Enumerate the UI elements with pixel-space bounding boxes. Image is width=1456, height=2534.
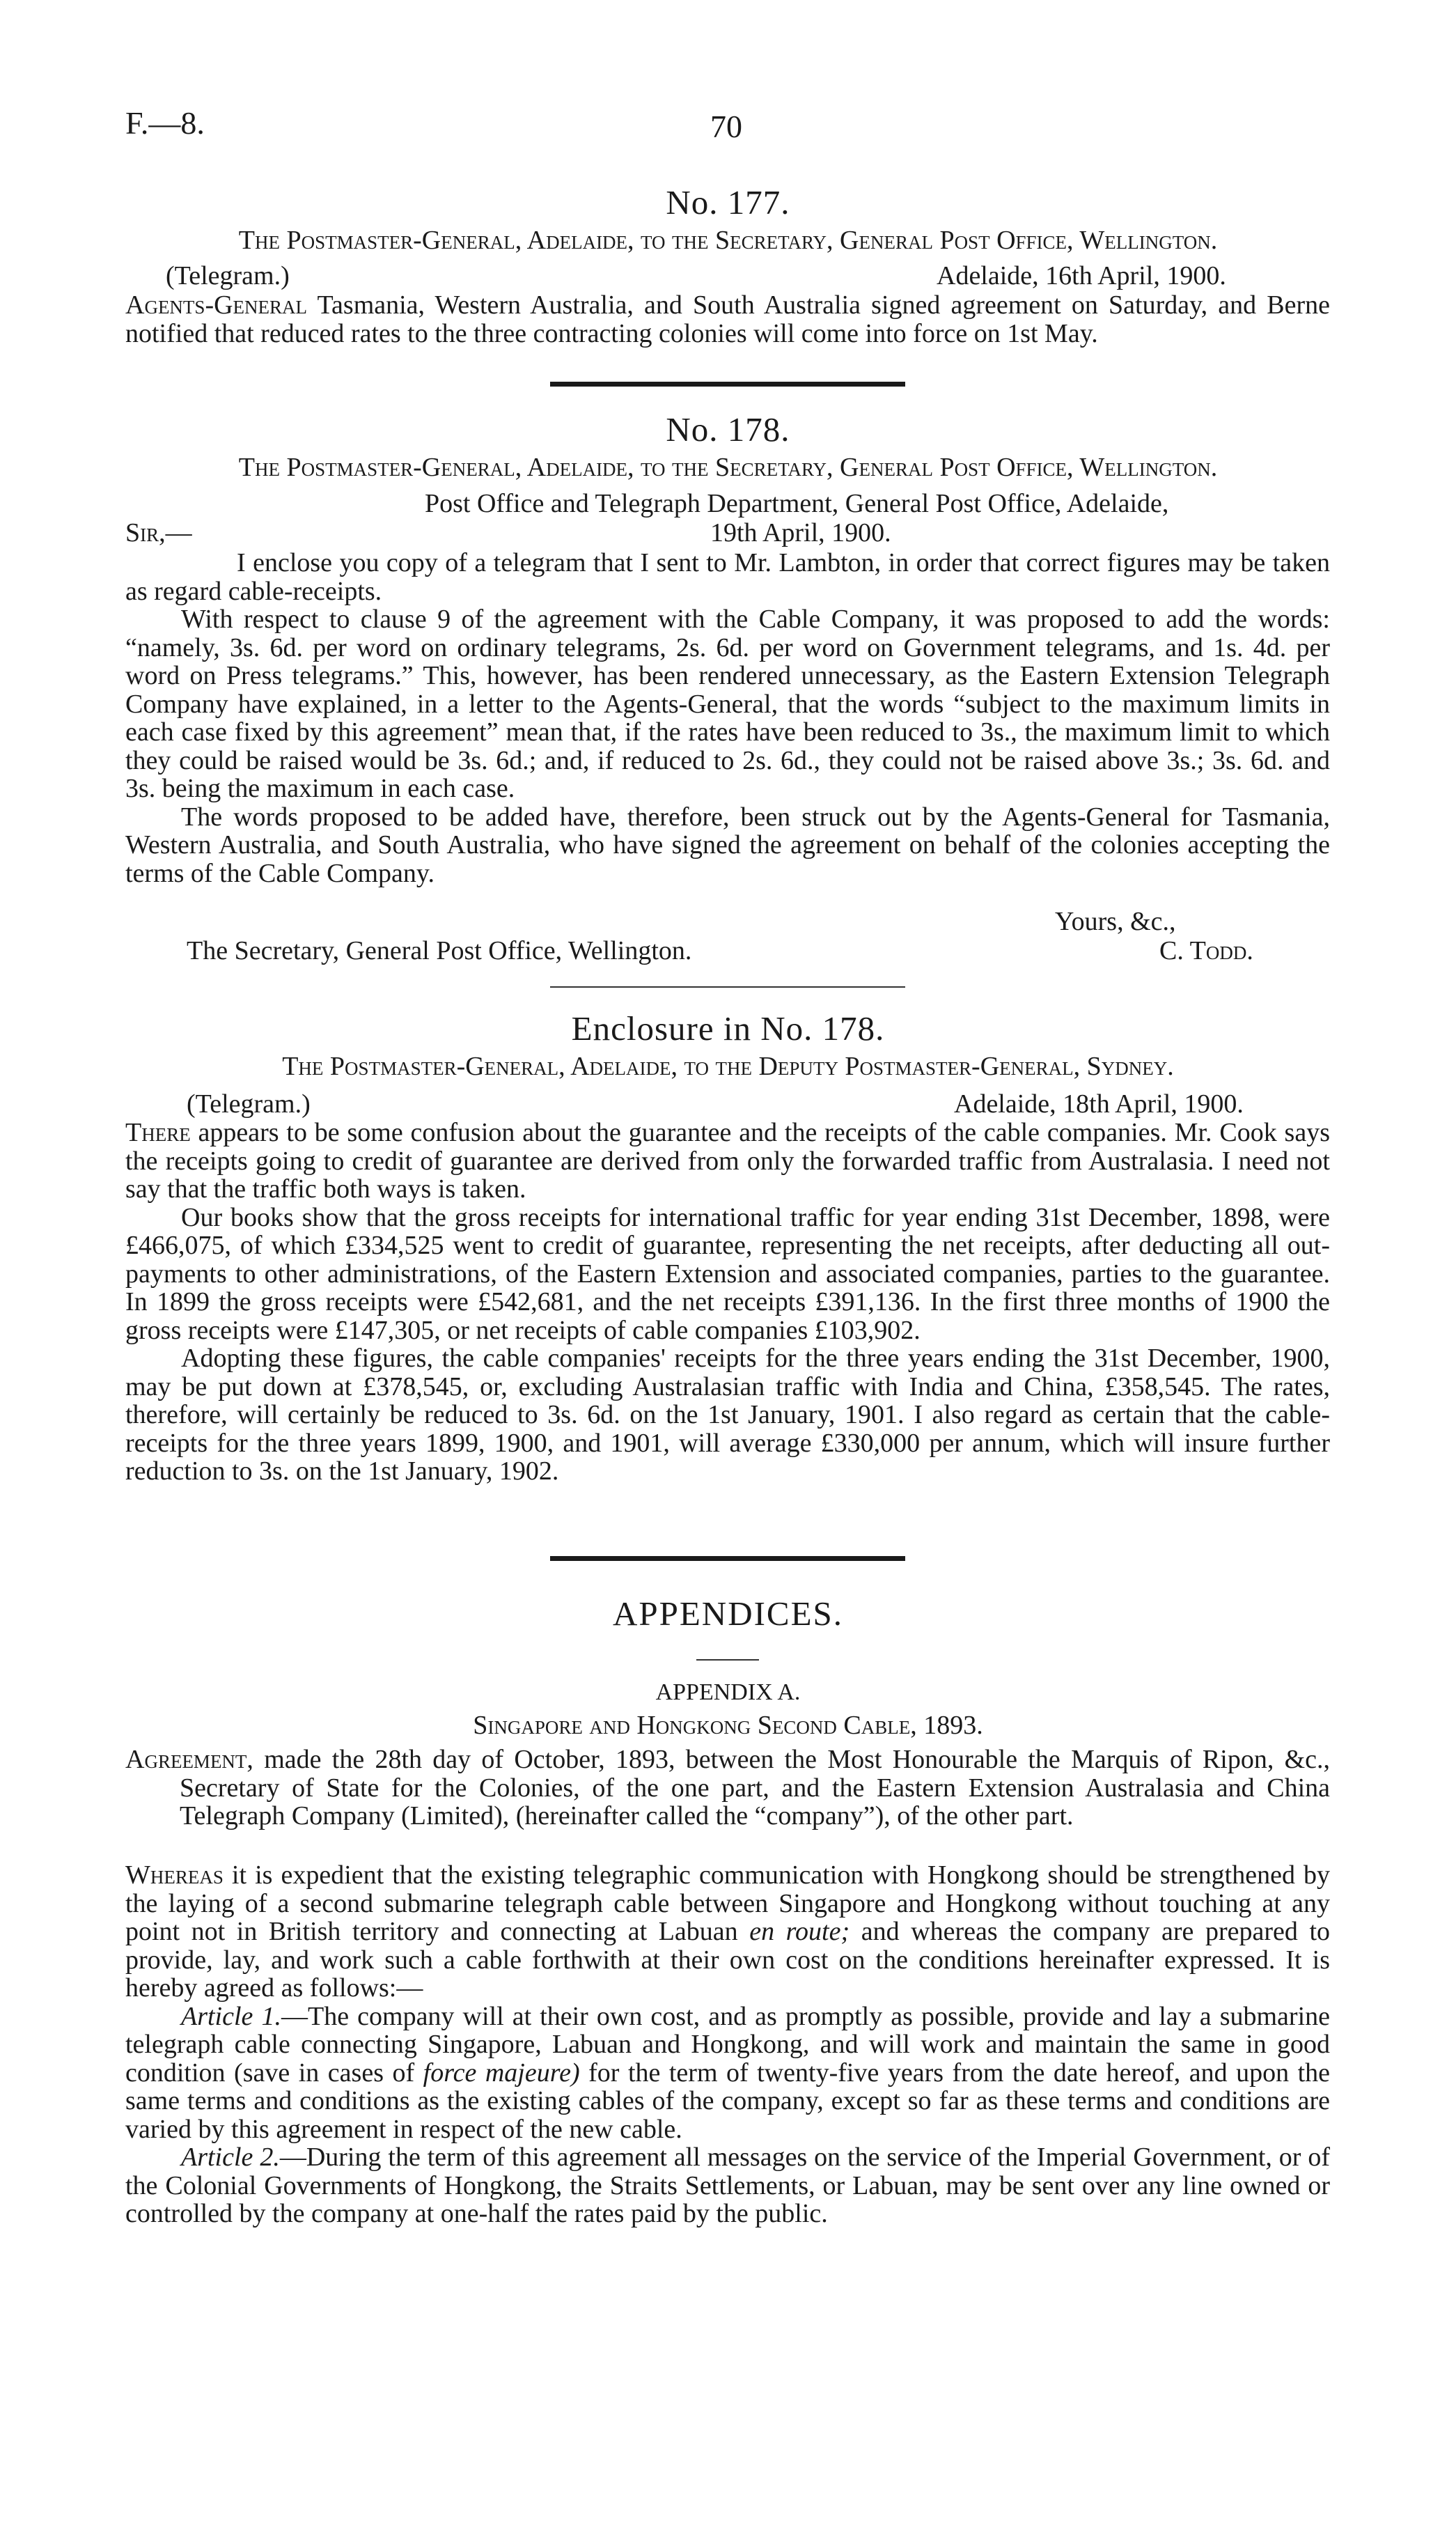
address-178: Post Office and Telegraph Department, General Post Office, Adelaide, bbox=[425, 489, 1169, 518]
agreement-preamble: Agreement, made the 28th day of October, 1893, between the Most Honourable the Marquis of Ripon, &c., Secretary of State for the Colonies, of the one part, and the Eastern Extension Australasia and China Telegraph Company (Limited), (hereinafter called the “company”), of the other part. bbox=[125, 1745, 1331, 1830]
enclosure-heading: Enclosure in No. 178. bbox=[571, 1009, 885, 1048]
section-heading-177: No. 177. bbox=[666, 183, 790, 221]
enclosure-paragraph-2: Our books show that the gross receipts for international traffic for year ending 31st December, 1898, were £466,075, of which £334,525 went to credit of guarantee, representing the net receipts, after deducting all out-payments to other administrations, of the Eastern Extension and associated companies, parties to the guarantee. In 1899 the gross receipts were £542,681, and the net receipts £391,136. In the first three months of 1900 the gross receipts were £147,305, or net receipts of cable companies £103,902. bbox=[125, 1202, 1330, 1345]
section-divider bbox=[550, 986, 905, 988]
date-178: 19th April, 1900. bbox=[710, 518, 891, 547]
enclosure-route: The Postmaster-General, Adelaide, to the Deputy Postmaster-General, Sydney. bbox=[282, 1052, 1174, 1081]
enclosure-paragraph-1: There appears to be some confusion about the guarantee and the receipts of the cable companies. Mr. Cook says the receipts going to credit of guarantee are derived from only the forwarded traffic from Australasia. I need not say that the traffic both ways is taken. bbox=[125, 1118, 1330, 1204]
section-divider bbox=[550, 1556, 905, 1561]
article-1: Article 1.—The company will at their own cost, and as promptly as possible, provide and lay a submarine telegraph cable connecting Singapore, Labuan and Hongkong, and will work and maintain the same in good condition (save in cases of force majeure) for the term of twenty-five years from the date hereof, and upon the same terms and conditions as the existing cables of the company, except so far as these terms and conditions are varied by this agreement in respect of the new cable. bbox=[125, 2001, 1331, 2144]
section-heading-178: No. 178. bbox=[666, 410, 790, 449]
page-number: 70 bbox=[710, 109, 742, 144]
enclosure-body bbox=[125, 1119, 1330, 1486]
appendices-title: APPENDICES. bbox=[612, 1594, 844, 1633]
appendices-divider bbox=[696, 1659, 759, 1661]
agreement-body bbox=[125, 1861, 1330, 2228]
lead-177: Agents-General bbox=[125, 290, 308, 320]
place-date-enclosure: Adelaide, 18th April, 1900. bbox=[954, 1089, 1244, 1119]
article-2: Article 2.—During the term of this agreement all messages on the service of the Imperial Government, or of the Colonial Governments of Hongkong, the Straits Settlements, or Labuan, may be sent over any line owned or controlled by the company at one-half the rates paid by the public. bbox=[125, 2143, 1331, 2228]
telegram-label-enclosure: (Telegram.) bbox=[187, 1089, 311, 1119]
paragraph-178-2: With respect to clause 9 of the agreement with the Cable Company, it was proposed to add the words: “namely, 3s. 6d. per word on ordinary telegrams, 2s. 6d. per word on Government telegrams, and 1s. 4d. per word on Press telegrams.” This, however, has been rendered unnecessary, as the Eastern Extension Telegraph Company have explained, in a letter to the Agents-General, that the words “subject to the maximum limits in each case fixed by this agreement” mean that, if the rates have been reduced to 3s., the maximum limit to which they could be raised would be 3s. 6d.; and, if reduced to 2s. 6d., they could not be raised above 3s.; 3s. 6d. and 3s. being the maximum in each case. bbox=[125, 605, 1330, 803]
recipient-178: The Secretary, General Post Office, Wellington. bbox=[187, 936, 692, 965]
salutation-178: Sir,— bbox=[125, 518, 192, 547]
place-date-177: Adelaide, 16th April, 1900. bbox=[937, 261, 1226, 290]
paragraph-178-3: The words proposed to be added have, therefore, been struck out by the Agents-General for Tasmania, Western Australia, and South Australia, who have signed the agreement on behalf of the colonies accepting the terms of the Cable Company. bbox=[125, 802, 1330, 888]
section-divider bbox=[550, 382, 905, 387]
letter-body-178 bbox=[125, 549, 1330, 887]
enclosure-paragraph-3: Adopting these figures, the cable companies' receipts for the three years ending the 31st December, 1900, may be put down at £378,545, or, excluding Australasian traffic with India and China, £358,545. The rates, therefore, will certainly be reduced to 3s. 6d. on the 1st January, 1901. I also regard as certain that the cable-receipts for the three years 1899, 1900, and 1901, will average £330,000 per annum, which will insure further reduction to 3s. on the 1st January, 1902. bbox=[125, 1344, 1330, 1486]
paragraph-178-1: I enclose you copy of a telegram that I sent to Mr. Lambton, in order that correct figures may be taken as regard cable-receipts. bbox=[125, 548, 1330, 606]
appendix-label: APPENDIX A. bbox=[655, 1679, 801, 1705]
telegram-label-177: (Telegram.) bbox=[166, 261, 290, 290]
appendix-subtitle: Singapore and Hongkong Second Cable, 1893. bbox=[473, 1711, 983, 1740]
route-178: The Postmaster-General, Adelaide, to the Secretary, General Post Office, Wellington. bbox=[238, 453, 1218, 482]
message-177 bbox=[125, 291, 1330, 348]
closing-178: Yours, &c., bbox=[1055, 907, 1176, 936]
route-177: The Postmaster-General, Adelaide, to the Secretary, General Post Office, Wellington. bbox=[238, 226, 1218, 255]
whereas-clause: Whereas it is expedient that the existing telegraphic communication with Hongkong should be strengthened by the laying of a second submarine telegraph cable between Singapore and Hongkong without touching at any point not in British territory and connecting at Labuan en route; and whereas the company are prepared to provide, lay, and work such a cable forthwith at their own cost on the conditions hereinafter expressed. It is hereby agreed as follows:— bbox=[125, 1860, 1331, 2003]
document-reference: F.—8. bbox=[125, 105, 205, 141]
signature-178: C. Todd. bbox=[1159, 936, 1253, 965]
body-177: Tasmania, Western Australia, and South Australia signed agreement on Saturday, and Berne notified that reduced rates to the three contracting colonies will come into force on 1st May. bbox=[125, 290, 1330, 348]
